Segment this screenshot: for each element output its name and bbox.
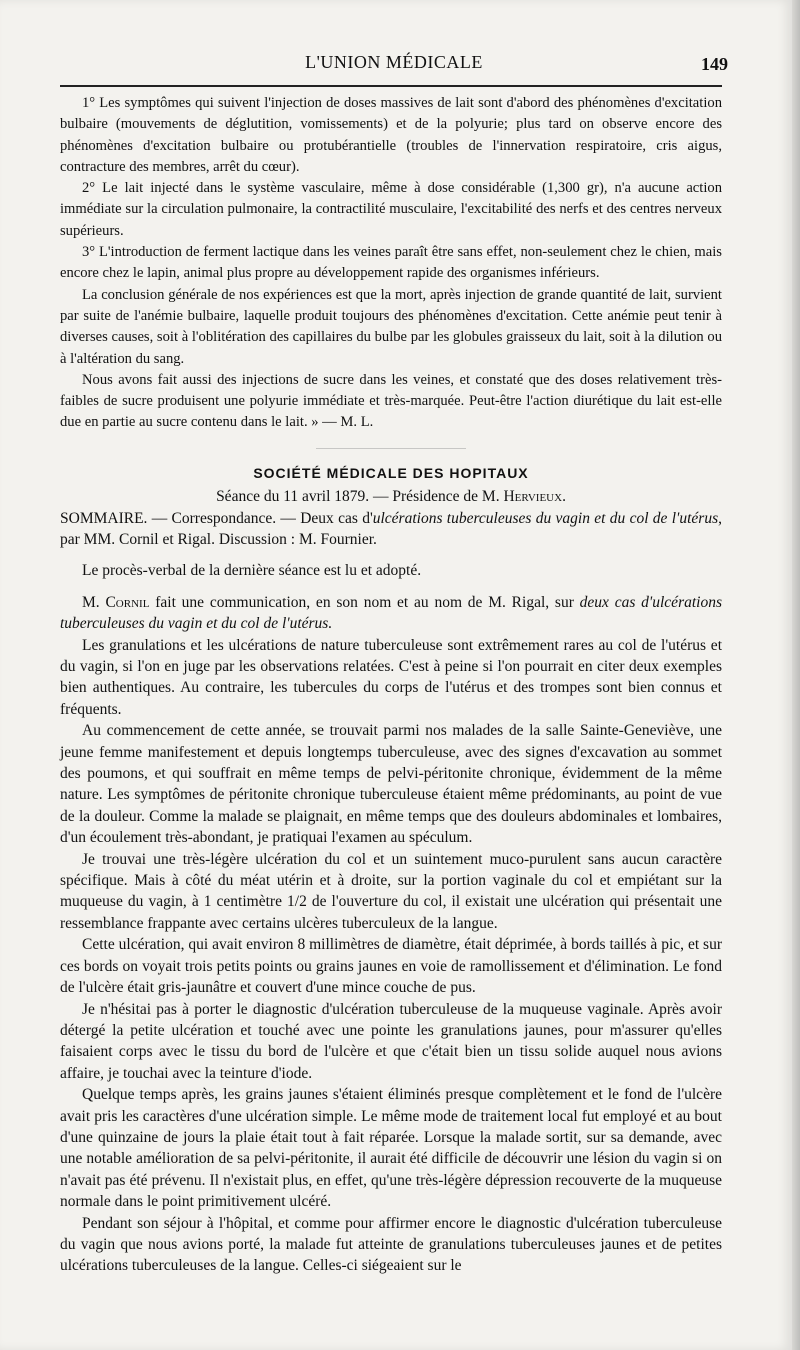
running-title: L'UNION MÉDICALE bbox=[305, 52, 483, 72]
paragraph-rarity: Les granulations et les ulcérations de nature tuberculeuse sont extrêmement rares au col de l'utérus et du vagin, si l'on en juge par les observations relatées. C'est à peine si l'on pourrait en citer deux exemples bien authentiques. Au contraire, les tubercules du corps de l'utérus et des trompes sont bien connus et fréquents. bbox=[60, 636, 722, 718]
paragraph-ulceration: Cette ulcération, qui avait environ 8 millimètres de diamètre, était déprimée, à bords taillés à pic, et sur ces bords on voyait trois petits points ou grains jaunes en voie de ramollissement et d'élimination. Le fond de l'ulcère était gris-jaunâtre et couvert d'une mince couche de pus. bbox=[60, 936, 722, 997]
paragraph-healing: Quelque temps après, les grains jaunes s'étaient éliminés presque complètement et le fond de l'ulcère avait pris les caractères d'une ulcération simple. Le même mode de traitement local fut employé et au bout d'une quinzaine de jours la plaie était tout à fait réparée. Lorsque la malade sortit, sur sa demande, avec une notable amélioration de sa pelvi-péritonite, il aurait été difficile de découvrir une lésion du vagin si on n'avait pas été prévenu. Il n'existait plus, en effet, qu'une très-légère dépression recouverte de la muqueuse normale dans le point primitivement ulcéré. bbox=[60, 1086, 722, 1211]
cornil-text: fait une communication, en son nom et au nom de M. Rigal, sur bbox=[149, 593, 580, 611]
sugar-injections-paragraph: Nous avons fait aussi des injections de sucre dans les veines, et constaté que des doses relativement très-faibles de sucre produisent une polyurie immédiate et très-marquée. Peut-être l'action diurétique du lait est-elle due en partie au sucre contenu dans le lait. » — M. L. bbox=[60, 371, 722, 431]
sommaire bbox=[60, 508, 722, 551]
cornil-subject: deux cas d'ulcérations tuberculeuses du vagin et du col de l'utérus. bbox=[60, 593, 722, 633]
cornil-communication bbox=[60, 592, 722, 635]
cornil-name: Cornil bbox=[105, 593, 150, 611]
paragraph-examination: Je trouvai une très-légère ulcération du col et un suintement muco-purulent sans aucun caractère spécifique. Mais à côté du méat utérin et à droite, sur la portion vaginale du col et empiétant sur la muqueuse du vagin, à 1 centimètre 1/2 de l'ouverture du col, il existait une ulcération qui présentait une ressemblance frappante avec certains ulcères tuberculeux de la langue. bbox=[60, 850, 722, 932]
header-rule bbox=[60, 85, 722, 87]
president-name: Hervieux bbox=[503, 488, 563, 506]
page-header bbox=[60, 52, 728, 80]
conclusion-point-2: 2° Le lait injecté dans le système vasculaire, même à dose considérable (1,300 gr), n'a aucune action immédiate sur la circulation pulmonaire, la contractilité musculaire, l'excitabilité des nerfs et des centres nerveux supérieurs. bbox=[60, 180, 722, 239]
seance-line bbox=[60, 486, 722, 507]
paragraph-tongue: Pendant son séjour à l'hôpital, et comme pour affirmer encore le diagnostic d'ulcération tuberculeuse du vagin que nous avions porté, la malade fut atteinte de granulations tuberculeuses jaunes et de petites ulcérations tuberculeuses de la langue. Celles-ci siégeaient sur le bbox=[60, 1214, 722, 1275]
conclusion-point-3: 3° L'introduction de ferment lactique dans les veines paraît être sans effet, non-seulement chez le chien, mais encore chez le lapin, animal plus propre au développement rapide des organismes inférieurs. bbox=[60, 244, 722, 282]
page-number: 149 bbox=[701, 54, 728, 74]
seance-text: Séance du 11 avril 1879. — Présidence de M. bbox=[216, 488, 500, 506]
body-text bbox=[60, 93, 722, 1277]
proces-verbal: Le procès-verbal de la dernière séance est lu et adopté. bbox=[82, 562, 422, 580]
seance-end: . bbox=[562, 488, 566, 506]
conclusion-point-1: 1° Les symptômes qui suivent l'injection de doses massives de lait sont d'abord des phénomènes d'excitation bulbaire (mouvements de déglutition, vomissements) et de la polyurie; plus tard on observe encore des phénomènes d'excitation bulbaire ou protubérantielle (troubles de l'innervation respiratoire, cris aigus, contracture des membres, arrêt du cœur). bbox=[60, 95, 722, 175]
cornil-prefix: M. bbox=[82, 593, 100, 611]
sommaire-label: SOMMAIRE. bbox=[60, 509, 148, 527]
page-edge bbox=[792, 0, 800, 1350]
sommaire-subject: ulcérations tuberculeuses du vagin et du col de l'utérus bbox=[372, 509, 719, 527]
section-title: SOCIÉTÉ MÉDICALE DES HOPITAUX bbox=[253, 464, 529, 481]
section-divider bbox=[316, 448, 466, 449]
paragraph-case: Au commencement de cette année, se trouvait parmi nos malades de la salle Sainte-Geneviève, une jeune femme manifestement et depuis longtemps tuberculeuse, avec des signes d'excavation au sommet des poumons, et qui souffrait en même temps de pelvi-péritonite chronique, évidemment de la même nature. Les symptômes de péritonite chronique tuberculeuse étaient même prédominants, au point de vue de la douleur. Comme la malade se plaignait, en même temps que des douleurs abdominales et lombaires, d'un écoulement très-abondant, je pratiquai l'examen au spéculum. bbox=[60, 722, 722, 847]
sommaire-text-b: , par MM. Cornil et Rigal. Discussion : M. Fournier. bbox=[60, 509, 722, 548]
paragraph-diagnosis: Je n'hésitai pas à porter le diagnostic d'ulcération tuberculeuse de la muqueuse vaginale. Après avoir détergé la petite ulcération et touché avec une pointe les granulations jaunes, pour m'assurer qu'elles faisaient corps avec le tissu du bord de l'ulcère et que c'était bien un tissu solide auquel nous avions affaire, je touchai avec la teinture d'iode. bbox=[60, 1000, 722, 1082]
sommaire-text-a: — Correspondance. — Deux cas d' bbox=[147, 509, 373, 527]
general-conclusion: La conclusion générale de nos expériences est que la mort, après injection de grande quantité de lait, survient par suite de l'anémie bulbaire, laquelle produit toujours des phénomènes d'excitation. Cette anémie peut tenir à diverses causes, soit à l'oblitération des capillaires du bulbe par les globules graisseux du lait, soit à la dilution ou à l'altération du sang. bbox=[60, 286, 722, 367]
